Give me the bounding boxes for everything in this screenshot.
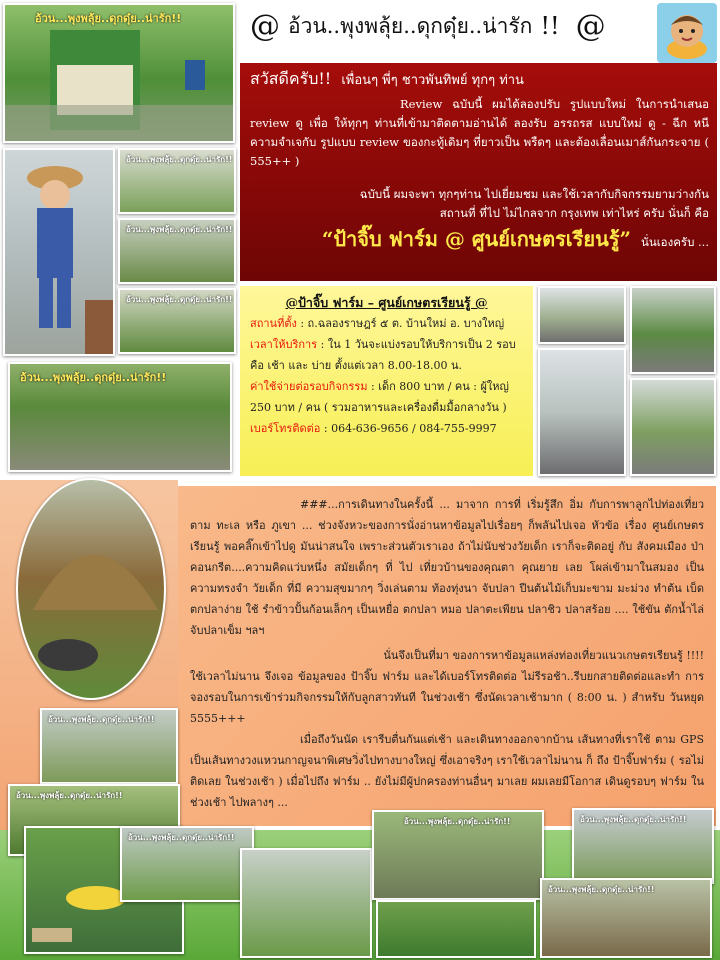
info-price — [250, 376, 523, 418]
page-title — [242, 4, 652, 48]
info-heading: @ป้าจิ๊บ ฟาร์ม – ศูนย์เกษตรเรียนรู้ @ — [285, 295, 488, 310]
seedling-photo — [240, 848, 372, 958]
photo-watermark: อ้วน...พุงพลุ้ย..ดุกดุ๋ย..น่ารัก!! — [16, 791, 123, 800]
intro-line-b: สถานที่ ที่ไป ไม่ไกลจาก กรุงเทพ เท่าไหร่ ครับ นั่นก็ คือ — [439, 206, 709, 220]
garden-bottom-photo-1 — [40, 708, 178, 784]
photo-watermark: อ้วน...พุงพลุ้ย..ดุกดุ๋ย..น่ารัก!! — [48, 715, 155, 724]
info-hours — [250, 334, 523, 376]
location-label: สถานที่ตั้ง — [250, 317, 297, 330]
photo-watermark: อ้วน...พุงพลุ้ย..ดุกดุ๋ย..น่ารัก!! — [126, 295, 233, 304]
child-figure-icon — [5, 150, 115, 356]
pool-photo — [572, 808, 714, 884]
story-paragraph-1: ###...การเดินทางในครั้งนี้ ... มาจาก การที่ เริ่มรู้สึก อิ่ม กับการพาลูกไปท่องเที่ยวตาม ทะเล หรือ ภูเขา ... ช่วงจังหวะของการนั่งอ่านหาข้อมูลไปเรื่อยๆ ก็พลันไปเจอ หัวข้อ เรื่อง ศูนย์เกษตร เรียนรู้ พอคลิ๊กเข้าไปดู มันน่าสนใจ เพราะส่วนตัวเราเอง ถ้าไม่นับช่วงวัยเด็ก เราก็จะติดอยู่ กับ สังคมเมือง ป่าคอนกรีต....ความคิดแว่บหนึ่ง สมัยเด็กๆ ที่ ไป เที่ยวบ้านของคุณตา คุณยาย เลย โผล่เข้ามาในสมอง เป็น ความทรงจำ วัยเด็ก ที่มี ความสุขมากๆ วิ่งเล่นตาม ท้องทุ่งนา จับปลา ปีนต้นไม้เก็บมะขาม มะม่วง ทำต้น เบ็ดตกปลาง่าย ใช้ รำข้าวปั้นก้อนเล็กๆ เป็นเหยื่อ ตกปลา หมอ ปลาตะเพียน ปลาชิว ปลาสร้อย .... ใช้ขัน ตักน้ำไล่จับปลาเข็ม ฯลฯ — [190, 498, 704, 637]
photo-watermark: อ้วน...พุงพลุ้ย..ดุกดุ๋ย..น่ารัก!! — [126, 155, 233, 164]
visitors-photo — [118, 218, 236, 284]
photo-watermark: อ้วน...พุงพลุ้ย..ดุกดุ๋ย..น่ารัก!! — [35, 12, 182, 25]
farm-name-line — [250, 223, 709, 255]
hay-hut-icon — [18, 480, 166, 700]
story-paragraph-3: ใช้เวลาไม่นาน จึงเจอ ข้อมูลของ ป้าจิ๊บ ฟาร์ม และได้เบอร์โทรติดต่อ ไม่รีรอช้า..รีบยกสายติดต่อและทำ การจองรอบในการเข้าร่วมกิจกรรมให้กับลูกสาวทันที ในช่วงเช้า ซึ่งนัดเวลาเช้ามาก ( 8:00 น. ) สำหรับ วันหยุด 5555+++ — [190, 670, 704, 725]
photo-watermark: อ้วน...พุงพลุ้ย..ดุกดุ๋ย..น่ารัก!! — [404, 817, 511, 826]
info-phone — [250, 418, 523, 439]
greeting-rest: เพื่อนๆ พี่ๆ ชาวพันทิพย์ ทุกๆ ท่าน — [341, 73, 524, 88]
photo-watermark: อ้วน...พุงพลุ้ย..ดุกดุ๋ย..น่ารัก!! — [128, 833, 235, 842]
cartoon-character-icon — [657, 3, 717, 63]
story-box — [178, 486, 716, 826]
story-paragraph-4: เมื่อถึงวันนัด เรารีบตื่นกันแต่เช้า และเดินทางออกจากบ้าน เส้นทางที่เราใช้ ตาม GPS เป็นเส้นทางวงแหวนกาญจนาพิเศษวิ่งไปทางบางใหญ่ ซึ่งเอาจริงๆ เราใช้เวลาไม่นาน ก็ ถึง ป้าจิ๊บฟาร์ม ( รอไม่ติดเลย ในช่วงเช้า ) เมื่อไปถึง ฟาร์ม .. ยังไม่มีผู้ปกครองท่านอื่นๆ มาเลย ผมเลยมีโอกาส เดินดูรอบๆ ฟาร์ม ในช่วงเช้า ไปพลางๆ ... — [190, 733, 704, 809]
market-photo — [118, 148, 236, 214]
title-suffix: @ — [575, 8, 606, 44]
goat-pen-photo — [540, 878, 712, 958]
info-box — [240, 286, 533, 476]
garden-photo — [118, 288, 236, 354]
rice-field-photo — [120, 826, 254, 902]
title-text: อ้วน..พุงพลุ้ย..ดุกดุ๋ย..น่ารัก — [288, 13, 533, 38]
buffalo-photo — [372, 810, 544, 900]
location-value: : ถ.ฉลองราษฎร์ ๕ ต. บ้านใหม่ อ. บางใหญ่ — [296, 317, 505, 330]
title-prefix: @ — [250, 8, 280, 44]
intro-line-a: ฉบับนี้ ผมจะพา ทุกๆท่าน ไปเยี่ยมชม และใช้เวลากับกิจกรรมยามว่างกัน — [359, 187, 709, 201]
intro-box — [240, 63, 717, 281]
cartoon-logo-image — [657, 3, 717, 63]
phone-value: : 064-636-9656 / 084-755-9997 — [320, 422, 497, 435]
photo-watermark: อ้วน...พุงพลุ้ย..ดุกดุ๋ย..น่ารัก!! — [126, 225, 233, 234]
farm-name: “ป้าจิ๊บ ฟาร์ม @ ศูนย์เกษตรเรียนรู้” — [321, 227, 632, 251]
photo-watermark: อ้วน...พุงพลุ้ย..ดุกดุ๋ย..น่ารัก!! — [548, 885, 655, 894]
road-photo-2 — [630, 286, 716, 374]
title-exclaim: !! — [540, 12, 560, 40]
farm-sign-photo — [3, 3, 235, 143]
child-photo — [3, 148, 115, 356]
greeting-line — [250, 69, 709, 91]
road-photo-3 — [538, 348, 626, 476]
rice-planting-photo — [8, 362, 232, 472]
greeting: สวัสดีครับ!! — [250, 69, 332, 88]
price-value: : เด็ก 800 บาท / คน : ผู้ใหญ่ 250 บาท / คน ( รวมอาหารและเครื่องดื่มมื้อกลางวัน ) — [250, 380, 509, 414]
intro-paragraph: Review ฉบับนี้ ผมได้ลองปรับ รูปแบบใหม่ ในการนำเสนอ review ดู เพื่อ ให้ทุกๆ ท่านที่เข้ามาติดตามอ่านได้ ลองรับ อรรถรส แบบใหม่ ดู - ฉีก หนี ความจำเจกับ รูปแบบ review ของกะทู้เดิมๆ ที่ยาวเป็น พรืดๆ และต้องเลื่อนเมาส์กันกระจาย ( 555++ ) — [250, 97, 709, 168]
phone-label: เบอร์โทรติดต่อ — [250, 422, 321, 435]
farm-tail: นั่นเองครับ ... — [641, 235, 709, 249]
hours-value: : ใน 1 วันจะแบ่งรอบให้บริการเป็น 2 รอบ คือ เช้า และ บ่าย ตั้งแต่เวลา 8.00-18.00 น. — [250, 338, 516, 372]
road-photo-1 — [538, 286, 626, 344]
story-highlight: นั่นจึงเป็นที่มา ของการหาข้อมูลแหล่งท่องเที่ยวแนวเกษตรเรียนรู้ !!!! — [383, 649, 704, 662]
photo-watermark: อ้วน...พุงพลุ้ย..ดุกดุ๋ย..น่ารัก!! — [20, 371, 167, 384]
rice-close-photo — [376, 900, 536, 958]
price-label: ค่าใช้จ่ายต่อรอบกิจกรรม — [250, 380, 368, 393]
info-location — [250, 313, 523, 334]
photo-watermark: อ้วน...พุงพลุ้ย..ดุกดุ๋ย..น่ารัก!! — [580, 815, 687, 824]
hay-hut-photo — [16, 478, 166, 700]
road-photo-4 — [630, 378, 716, 476]
hours-label: เวลาให้บริการ — [250, 338, 318, 351]
